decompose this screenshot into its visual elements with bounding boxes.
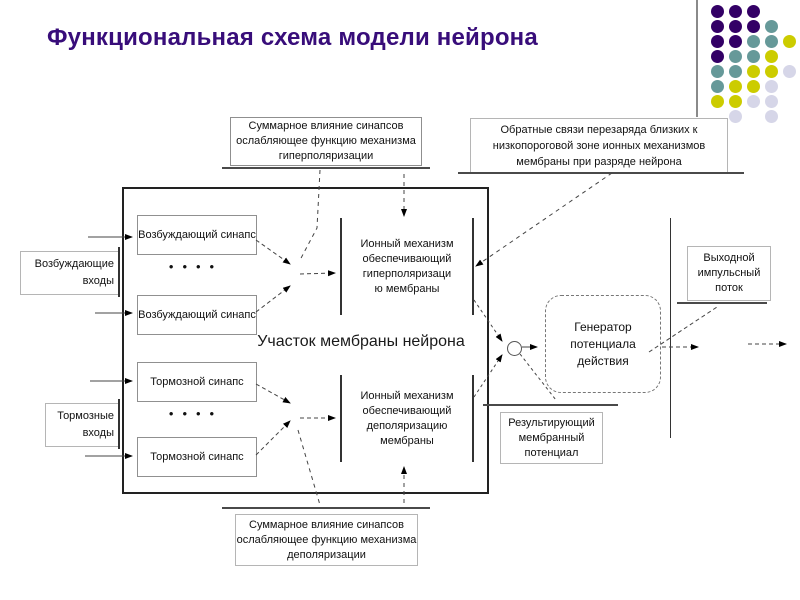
decor-dot [729, 95, 742, 108]
excitatory-synapse-1: Возбуждающий синапс [137, 215, 257, 255]
decor-dot [711, 80, 724, 93]
underline-sum-hyper [222, 167, 430, 169]
ion-depol-line: обеспечивающий [362, 404, 452, 417]
decor-dot [783, 65, 796, 78]
membrane-label: Участок мембраны нейрона [257, 333, 465, 350]
decor-dot [747, 50, 760, 63]
ion-hyper-line: ю мембраны [374, 282, 440, 295]
decor-dot [747, 5, 760, 18]
decor-dot [765, 20, 778, 33]
label-output-pulse-flow: Выходной импульсный поток [687, 246, 771, 301]
ion-hyper-line: Ионный механизм [360, 237, 454, 250]
ion-mechanism-depolarization [340, 375, 474, 462]
inhibitory-dots-separator: •••• [168, 406, 224, 421]
inhibitory-inputs-bar [118, 399, 120, 449]
note-feedback-recharge: Обратные связи перезаряда близких к низкопороговой зоне ионных механизмов мембраны при разряде нейрона [470, 118, 728, 174]
decor-dot [765, 95, 778, 108]
underline-feedback [458, 172, 744, 174]
decor-dot [711, 35, 724, 48]
decor-dot [711, 20, 724, 33]
decor-dot [729, 50, 742, 63]
action-potential-generator: Генератор потенциала действия [545, 295, 661, 393]
link-feedback-to-ion [476, 173, 612, 266]
underline-output [677, 302, 767, 304]
decor-dot [765, 80, 778, 93]
decor-dot [729, 80, 742, 93]
excitatory-synapse-2: Возбуждающий синапс [137, 295, 257, 335]
decor-dot [711, 65, 724, 78]
decor-dot [765, 50, 778, 63]
decor-dot [729, 5, 742, 18]
decor-dot [747, 95, 760, 108]
ion-depol-line: Ионный механизм [360, 389, 454, 402]
decor-dot [747, 65, 760, 78]
line-resulting-potential [483, 404, 618, 406]
summing-junction-circle [507, 341, 522, 356]
decor-dot [729, 65, 742, 78]
note-sum-influence-depolarization: Суммарное влияние синапсов ослабляющее функцию механизма деполяризации [235, 514, 418, 566]
slide-title: Функциональная схема модели нейрона [47, 24, 538, 51]
inhibitory-synapse-1: Тормозной синапс [137, 362, 257, 402]
decor-vertical-line [696, 0, 698, 117]
decor-dot [729, 20, 742, 33]
ion-mechanism-hyperpolarization [340, 218, 474, 315]
decor-dot [747, 80, 760, 93]
label-resulting-membrane-potential: Результирующий мембранный потенциал [500, 412, 603, 464]
ion-hyper-line: гиперполяризаци [362, 267, 452, 280]
decor-dot [711, 50, 724, 63]
inhibitory-synapse-2: Тормозной синапс [137, 437, 257, 477]
underline-sum-depol [222, 507, 430, 509]
excitatory-inputs-bar [118, 247, 120, 297]
decor-dot [765, 35, 778, 48]
decor-dot [747, 20, 760, 33]
note-sum-influence-hyperpolarization: Суммарное влияние синапсов ослабляющее функцию механизма гиперполяризации [230, 117, 422, 166]
excitatory-dots-separator: •••• [168, 259, 224, 274]
decor-dot [783, 35, 796, 48]
decor-dot [711, 95, 724, 108]
decor-dot [711, 5, 724, 18]
decor-dot [729, 35, 742, 48]
ion-hyper-line: обеспечивающий [362, 252, 452, 265]
decor-dot [765, 65, 778, 78]
ion-depol-line: мембраны [380, 434, 434, 447]
label-inhibitory-inputs: Тормозные входы [45, 403, 119, 447]
decor-dot [729, 110, 742, 123]
decor-dot [747, 35, 760, 48]
label-excitatory-inputs: Возбуждающие входы [20, 251, 119, 295]
decor-dot [765, 110, 778, 123]
output-axis-line [670, 218, 671, 438]
ion-depol-line: деполяризацию [366, 419, 448, 432]
